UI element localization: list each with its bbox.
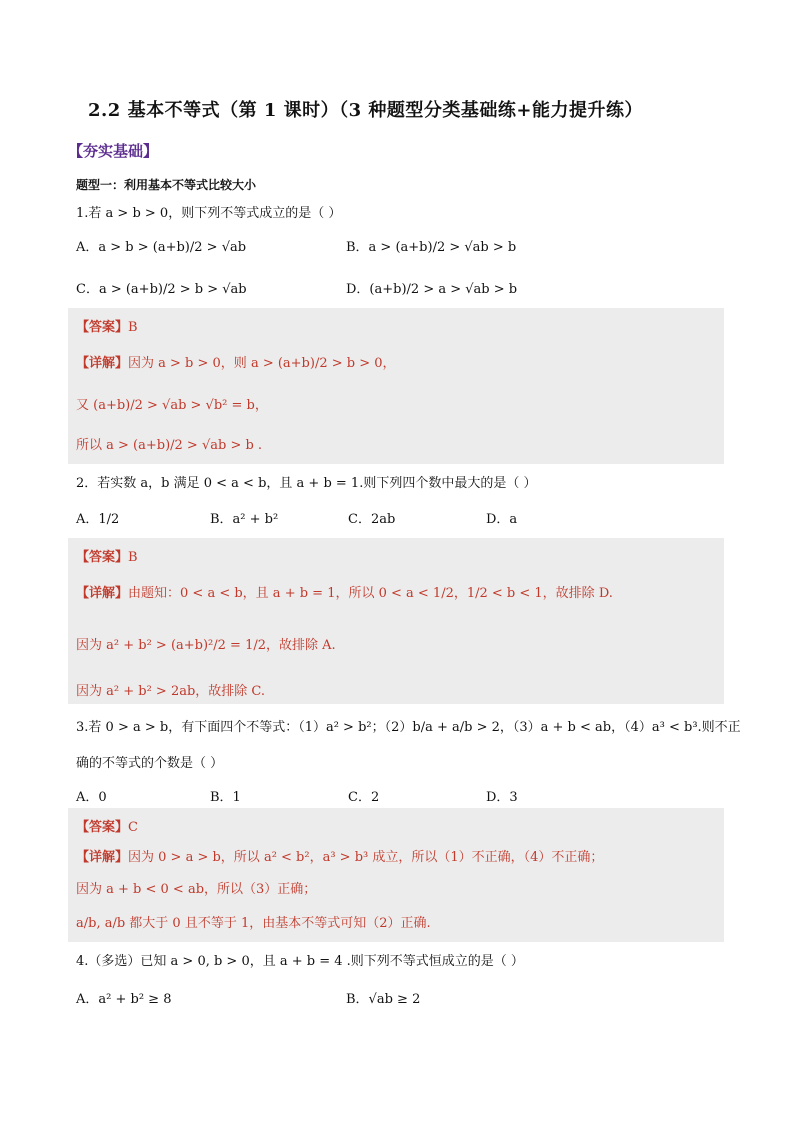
detail-text: 由题知：0 < a < b，且 a + b = 1，所以 0 < a < 1/2，1/2 < b < 1，故排除 D. — [128, 586, 613, 601]
detail-tag: 【详解】 — [76, 586, 129, 601]
answer-value: B — [128, 550, 138, 565]
question-type-heading: 题型一：利用基本不等式比较大小 — [76, 178, 257, 192]
q1-stem: 1.若 a > b > 0，则下列不等式成立的是（ ） — [76, 206, 342, 221]
q3-detail-3: a/b, a/b 都大于 0 且不等于 1，由基本不等式可知（2）正确. — [76, 916, 431, 931]
detail-tag: 【详解】 — [76, 850, 129, 865]
q1-option-d: D．(a+b)/2 > a > √ab > b — [346, 282, 518, 297]
q3-option-d: D．3 — [486, 790, 518, 805]
q2-option-a: A．1/2 — [76, 512, 120, 527]
q3-option-a: A．0 — [76, 790, 107, 805]
q3-option-b: B．1 — [210, 790, 241, 805]
detail-tag: 【详解】 — [76, 356, 129, 371]
answer-tag: 【答案】 — [76, 320, 129, 335]
detail-text: 因为 0 > a > b，所以 a² < b²，a³ > b³ 成立，所以（1）不正确，（4）不正确； — [128, 850, 604, 865]
q3-stem-line-1: 3.若 0 > a > b，有下面四个不等式：（1）a² > b²；（2）b/a + a/b > 2，（3）a + b < ab，（4）a³ < b³.则不正 — [76, 720, 741, 735]
q1-option-a: A．a > b > (a+b)/2 > √ab — [76, 240, 247, 255]
q2-detail-3: 因为 a² + b² > 2ab，故排除 C. — [76, 684, 266, 699]
q4-option-b: B．√ab ≥ 2 — [346, 992, 421, 1007]
q4-option-a: A．a² + b² ≥ 8 — [76, 992, 172, 1007]
q3-detail-2: 因为 a + b < 0 < ab，所以（3）正确； — [76, 882, 317, 897]
q2-option-b: B．a² + b² — [210, 512, 279, 527]
answer-tag: 【答案】 — [76, 550, 129, 565]
q1-detail-1 — [76, 352, 396, 371]
q2-detail-2: 因为 a² + b² > (a+b)²/2 = 1/2，故排除 A. — [76, 638, 336, 653]
answer-value: C — [128, 820, 138, 835]
q2-option-c: C．2ab — [348, 512, 396, 527]
answer-value: B — [128, 320, 138, 335]
q1-option-c: C．a > (a+b)/2 > b > √ab — [76, 282, 247, 297]
q2-answer — [76, 546, 138, 565]
q1-option-b: B．a > (a+b)/2 > √ab > b — [346, 240, 517, 255]
q2-detail-1 — [76, 582, 613, 601]
q3-stem-line-2: 确的不等式的个数是（ ） — [76, 756, 224, 771]
answer-tag: 【答案】 — [76, 820, 129, 835]
section-heading: 【夯实基础】 — [68, 142, 159, 160]
q1-detail-2: 又 (a+b)/2 > √ab > √b² = b， — [76, 398, 268, 413]
q1-detail-3: 所以 a > (a+b)/2 > √ab > b . — [76, 438, 263, 453]
detail-text: 因为 a > b > 0，则 a > (a+b)/2 > b > 0， — [128, 356, 396, 371]
q3-option-c: C．2 — [348, 790, 380, 805]
q1-answer — [76, 316, 138, 335]
page-title: 2.2 基本不等式（第 1 课时）（3 种题型分类基础练+能力提升练） — [88, 100, 644, 121]
q4-stem: 4.（多选）已知 a > 0, b > 0，且 a + b = 4 .则下列不等式恒成立的是（ ） — [76, 954, 524, 969]
q2-stem: 2．若实数 a，b 满足 0 < a < b，且 a + b = 1.则下列四个数中最大的是（ ） — [76, 476, 537, 491]
q3-detail-1 — [76, 846, 603, 865]
q3-answer — [76, 816, 138, 835]
q2-option-d: D．a — [486, 512, 518, 527]
